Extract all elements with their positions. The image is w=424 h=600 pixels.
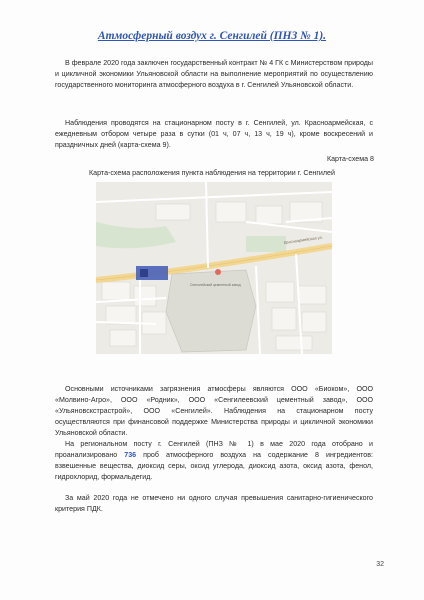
page-title: Атмосферный воздух г. Сенгилей (ПНЗ № 1). — [97, 30, 327, 42]
paragraph-pollution-sources-text: Основными источниками загрязнения атмосферы являются ООО «Биоком», ООО «Молвино-Агро», ООО «Родник», ООО «Сенгилеевский цементный завод», ООО «Ульяновскстрастрой», ООО «Сенгилей». Наблюдения на стационарном посту осуществляются при финансовой поддержке Министерства природы и цикличной экономики Ульяновской области. — [55, 385, 373, 437]
samples-count: 736 — [124, 451, 137, 459]
location-map — [96, 182, 332, 354]
paragraph-contract-text: В феврале 2020 года заключен государственный контракт № 4 ГК с Министерством природы и цикличной экономики Ульяновской области на выполнение мероприятий по осуществлению государственного мониторинга атмосферного воздуха в г. Сенгилей Ульяновской области. — [55, 59, 373, 89]
map-number-caption: Карта-схема 8 — [326, 155, 374, 163]
paragraph-conclusion — [55, 493, 373, 515]
street-label: Красноармейская ул. — [283, 234, 324, 245]
map-image — [96, 182, 332, 354]
paragraph-observations-text: Наблюдения проводятся на стационарном посту в г. Сенгилей, ул. Красноармейская, с ежедневным отбором четыре раза в сутки (01 ч, 07 ч, 13 ч, 19 ч), кроме воскресений и праздничных дней (карта-схема 9). — [55, 119, 373, 149]
place-label: Сенгилейский цементный завод — [190, 283, 241, 287]
paragraph-observations — [55, 118, 373, 151]
paragraph-samples-text-before: На региональном посту г. Сенгилей (ПНЗ № 1) в мае 2020 года отобрано и проанализировано — [55, 440, 373, 459]
observation-post-point — [140, 269, 148, 277]
paragraph-samples-text-after: проб атмосферного воздуха на содержание 8 ингредиентов: взвешенные вещества, диоксид серы, оксид углерода, диоксид азота, оксид азота, фенол, гидрохлорид, формальдегид. — [55, 451, 373, 481]
green-area — [246, 236, 286, 252]
paragraph-contract — [55, 58, 373, 91]
page-number: 32 — [376, 561, 384, 568]
poi-pin-icon — [215, 269, 221, 275]
paragraph-samples — [55, 439, 373, 483]
map-title-caption: Карта-схема расположения пункта наблюдения на территории г. Сенгилей — [89, 169, 335, 177]
paragraph-pollution-sources — [55, 384, 373, 439]
paragraph-conclusion-text: За май 2020 года не отмечено ни одного случая превышения санитарно-гигиенического критерия ПДК. — [55, 494, 373, 513]
